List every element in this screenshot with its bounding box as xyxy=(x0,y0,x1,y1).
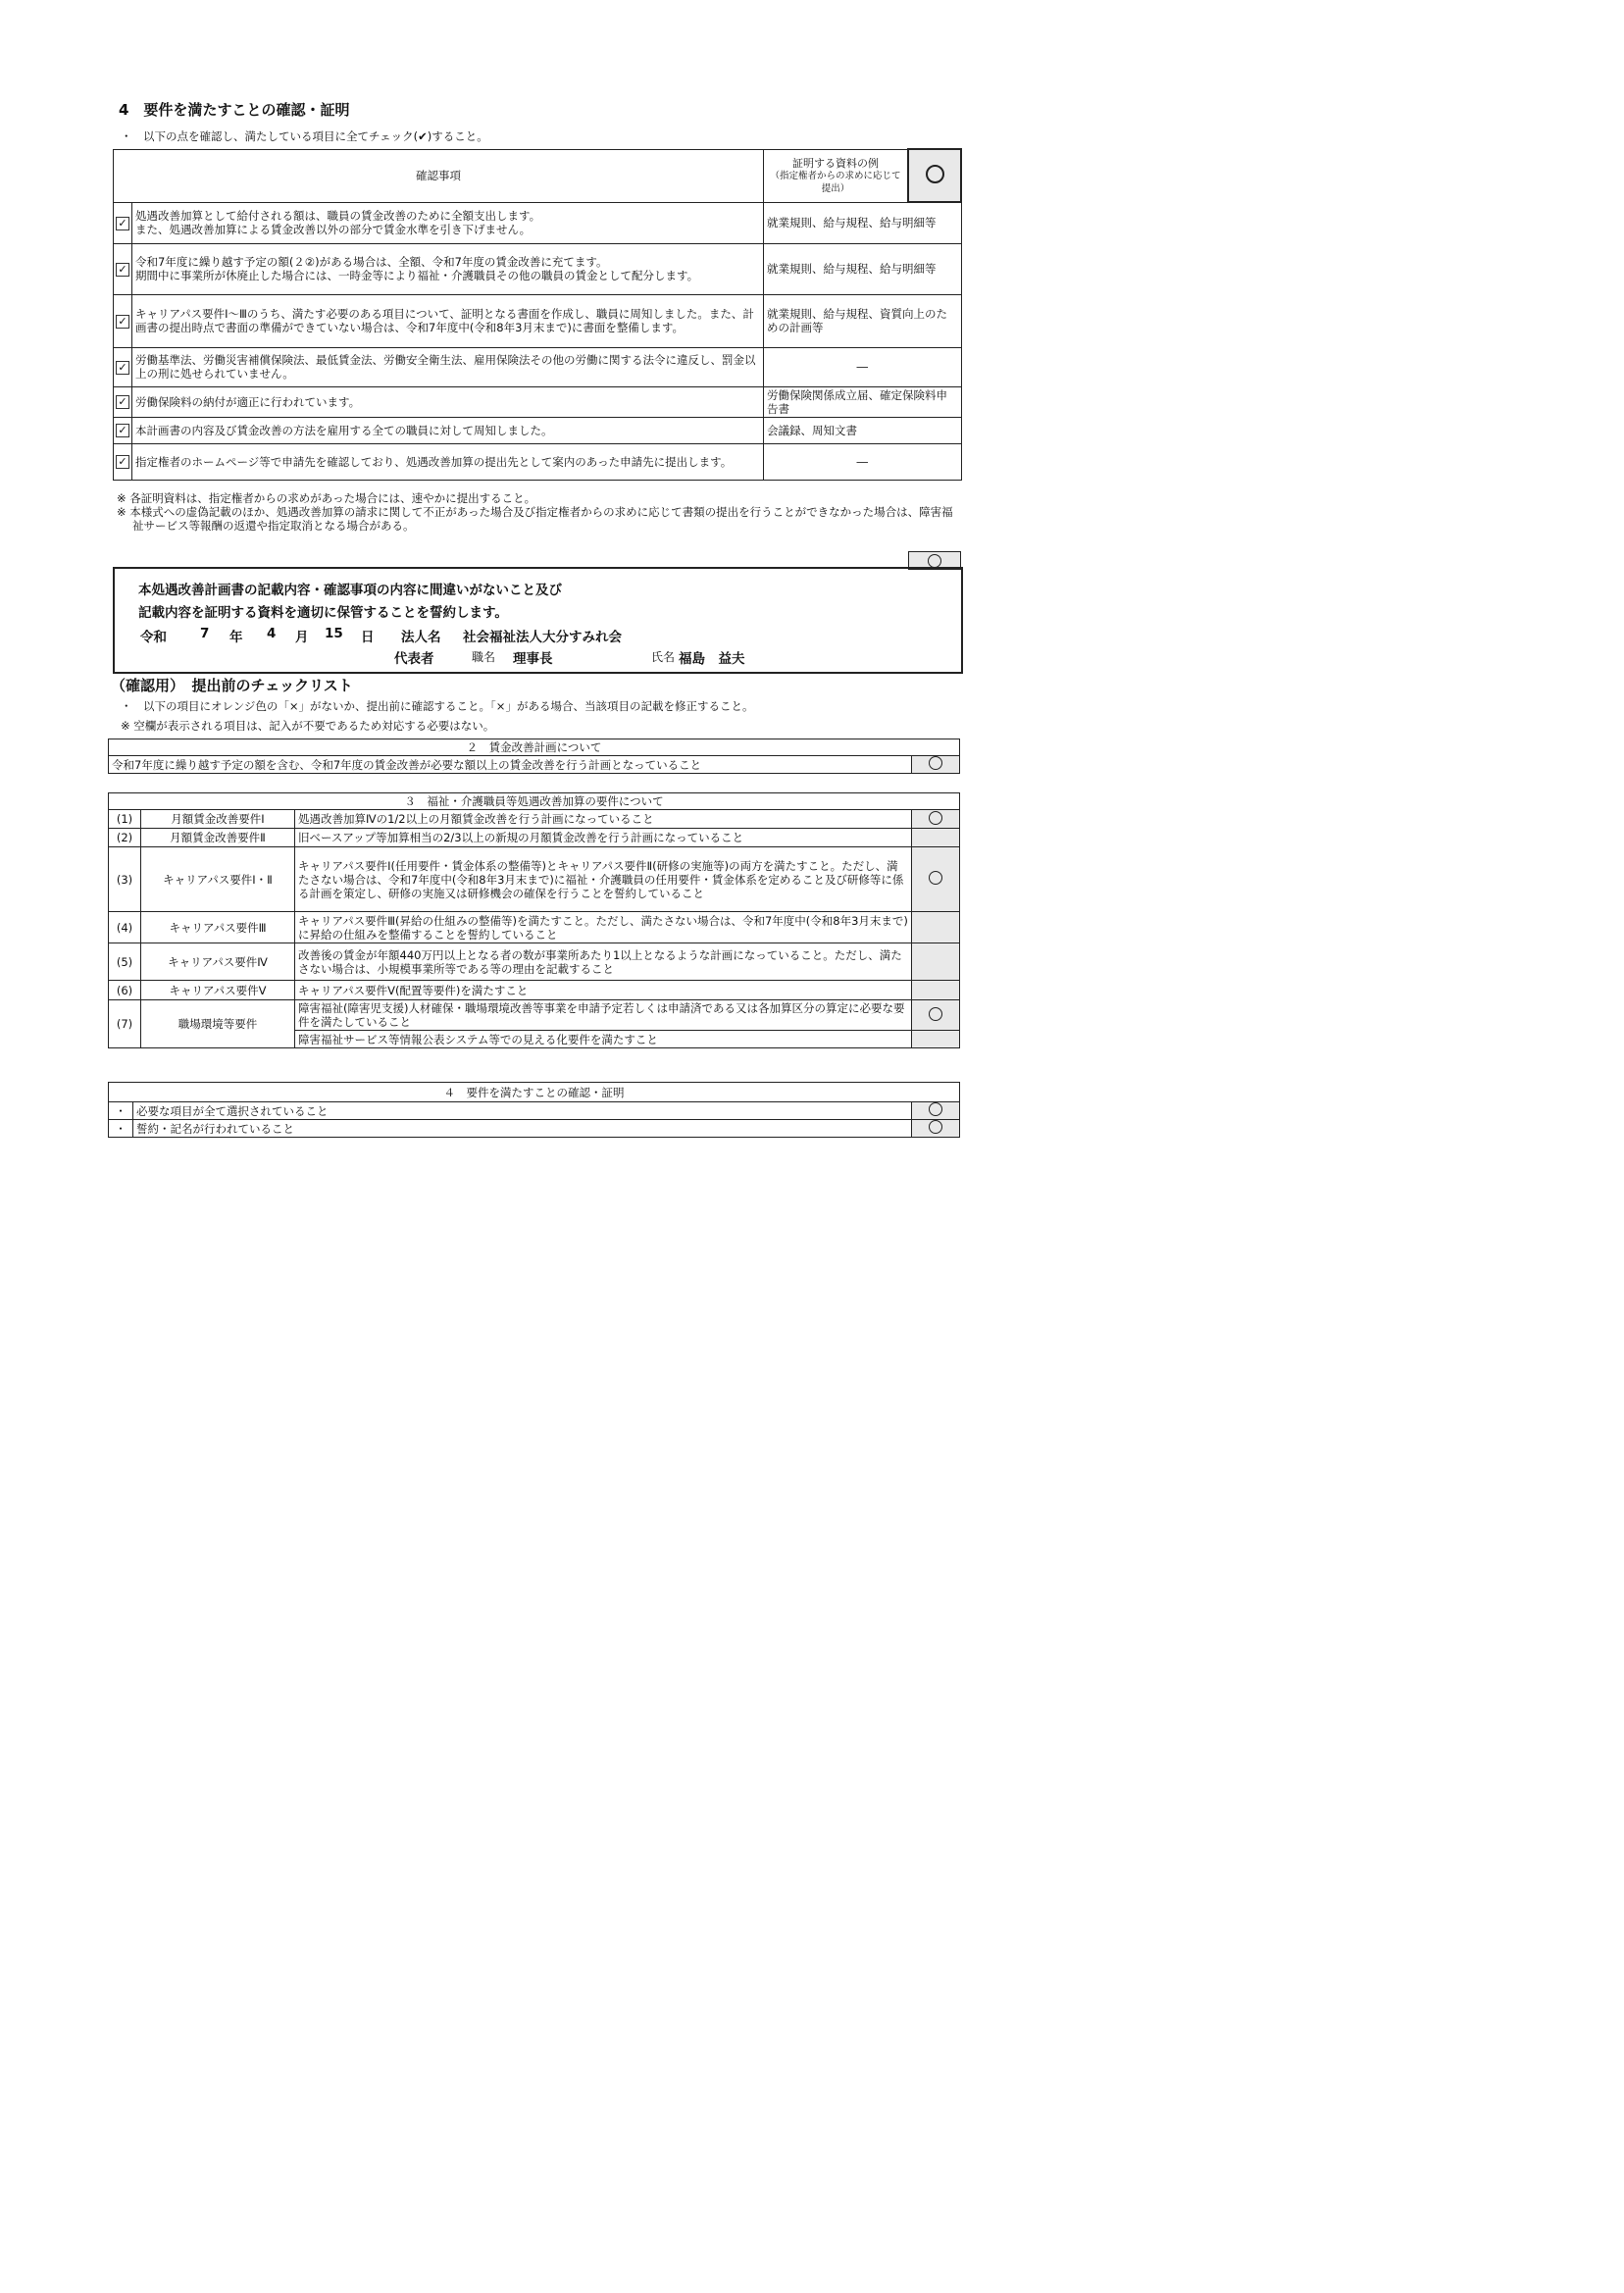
checkbox[interactable]: ✓ xyxy=(116,217,129,230)
row7-check[interactable] xyxy=(114,443,132,480)
row1-docs: 就業規則、給与規程、給与明細等 xyxy=(764,202,962,243)
row7-docs: ― xyxy=(764,443,962,480)
confirmation-table xyxy=(113,148,962,481)
req-desc: 処遇改善加算Ⅳの1/2以上の月額賃金改善を行う計画になっていること xyxy=(295,810,912,829)
section4-instruction-text: 以下の点を確認し、満たしている項目に全てチェック(✔)すること。 xyxy=(143,129,488,143)
section4-instruction: ・ 以下の点を確認し、満たしている項目に全てチェック(✔)すること。 xyxy=(121,129,488,143)
row6-docs: 会議録、周知文書 xyxy=(764,417,962,443)
row3-check[interactable] xyxy=(114,294,132,347)
req-name: 月額賃金改善要件Ⅱ xyxy=(141,829,295,847)
checkbox[interactable]: ✓ xyxy=(116,263,129,277)
oath-title-value: 理事長 xyxy=(513,651,553,667)
checkbox[interactable]: ✓ xyxy=(116,424,129,437)
oath-rep-label: 代表者 xyxy=(394,651,434,667)
row2-check[interactable] xyxy=(114,243,132,294)
oath-day: 15 xyxy=(325,626,343,641)
oath-title-label: 職名 xyxy=(472,650,496,664)
section4-notes xyxy=(117,491,962,533)
req-mark-empty xyxy=(912,981,960,1000)
table2-header: ２ 賃金改善計画について xyxy=(109,739,960,756)
status-circle-icon xyxy=(929,1007,942,1021)
req-name: 月額賃金改善要件Ⅰ xyxy=(141,810,295,829)
oath-corp-name: 社会福祉法人大分すみれ会 xyxy=(463,630,622,645)
checklist-title-text: 提出前のチェックリスト xyxy=(191,677,353,694)
wage-plan-table xyxy=(108,739,960,774)
req-mark-empty xyxy=(912,912,960,943)
checklist-title xyxy=(111,675,353,695)
req-desc: 旧ベースアップ等加算相当の2/3以上の新規の月額賃金改善を行う計画になっていること xyxy=(295,829,912,847)
header-confirm: 確認事項 xyxy=(114,149,764,202)
req-mark xyxy=(912,810,960,829)
checklist-prefix: （確認用） xyxy=(111,677,178,694)
req-desc: 障害福祉(障害児支援)人材確保・職場環境改善等事業を申請予定若しくは申請済である又は各加算区分の算定に必要な要件を満たしていること xyxy=(295,1000,912,1031)
req-desc-7b: 障害福祉サービス等情報公表システム等での見える化要件を満たすこと xyxy=(295,1031,912,1048)
row2-docs: 就業規則、給与規程、給与明細等 xyxy=(764,243,962,294)
req-name: キャリアパス要件Ⅲ xyxy=(141,912,295,943)
req-desc: キャリアパス要件Ⅲ(昇給の仕組みの整備等)を満たすこと。ただし、満たさない場合は、令和7年度中(令和8年3月末まで)に昇給の仕組みを整備することを誓約していること xyxy=(295,912,912,943)
row6-check[interactable] xyxy=(114,417,132,443)
checklist-bullet-1: ・ 以下の項目にオレンジ色の「×」がないか、提出前に確認すること。「×」がある場合、当該項目の記載を修正すること。 xyxy=(121,699,754,713)
row1-check[interactable] xyxy=(114,202,132,243)
table2-row: 令和7年度に繰り越す予定の額を含む、令和7年度の賃金改善が必要な額以上の賃金改善を行う計画となっていること xyxy=(109,756,912,774)
section4-status-cell xyxy=(908,149,961,202)
checklist-bullet-1-text: 以下の項目にオレンジ色の「×」がないか、提出前に確認すること。「×」がある場合、当該項目の記載を修正すること。 xyxy=(143,699,754,713)
status-circle-icon xyxy=(929,1120,942,1134)
req-num: (2) xyxy=(109,829,141,847)
check-text: 誓約・記名が行われていること xyxy=(133,1120,912,1138)
note-2: ※ 本様式への虚偽記載のほか、処遇改善加算の請求に関して不正があった場合及び指定権者からの求めに応じて書類の提出を行うことができなかった場合は、障害福祉サービス等報酬の返還や指定取消となる場合がある。 xyxy=(117,505,953,533)
status-circle-icon xyxy=(929,871,942,885)
req-num: (5) xyxy=(109,943,141,981)
row1-text: 処遇改善加算として給付される額は、職員の賃金改善のために全額支出します。 また、処遇改善加算による賃金改善以外の部分で賃金水準を引き下げません。 xyxy=(132,202,764,243)
checkbox[interactable]: ✓ xyxy=(116,361,129,375)
checkbox[interactable]: ✓ xyxy=(116,315,129,329)
row2-text: 令和7年度に繰り越す予定の額(２②)がある場合は、全額、令和7年度の賃金改善に充てます。 期間中に事業所が休廃止した場合には、一時金等により福祉・介護職員その他の職員の賃金として配分します。 xyxy=(132,243,764,294)
oath-corp-label: 法人名 xyxy=(401,630,441,645)
req-mark-empty xyxy=(912,1031,960,1048)
note-1: ※ 各証明資料は、指定権者からの求めがあった場合には、速やかに提出すること。 xyxy=(117,491,536,505)
table3-header: ３ 福祉・介護職員等処遇改善加算の要件について xyxy=(109,793,960,810)
row7-text: 指定権者のホームページ等で申請先を確認しており、処遇改善加算の提出先として案内のあった申請先に提出します。 xyxy=(132,443,764,480)
status-circle-icon xyxy=(926,165,944,183)
oath-month: 4 xyxy=(267,626,277,641)
oath-year-unit: 年 xyxy=(229,630,243,645)
req-num: (3) xyxy=(109,847,141,912)
row5-text: 労働保険料の納付が適正に行われています。 xyxy=(132,386,764,417)
table2-mark xyxy=(912,756,960,774)
header-docs xyxy=(764,149,909,202)
row5-check[interactable] xyxy=(114,386,132,417)
requirements-table xyxy=(108,792,960,1048)
oath-day-unit: 日 xyxy=(361,630,375,645)
row5-docs: 労働保険関係成立届、確定保険料申告書 xyxy=(764,386,962,417)
req-mark-empty xyxy=(912,943,960,981)
oath-month-unit: 月 xyxy=(295,630,309,645)
req-desc: 改善後の賃金が年額440万円以上となる者の数が事業所あたり1以上となるような計画になっていること。ただし、満たさない場合は、小規模事業所等である等の理由を記載すること xyxy=(295,943,912,981)
oath-line1: 本処遇改善計画書の記載内容・確認事項の内容に間違いがないこと及び xyxy=(138,583,562,598)
oath-line2: 記載内容を証明する資料を適切に保管することを誓約します。 xyxy=(138,605,508,621)
table4-header: ４ 要件を満たすことの確認・証明 xyxy=(109,1083,960,1102)
req-num: (6) xyxy=(109,981,141,1000)
row3-docs: 就業規則、給与規程、資質向上のための計画等 xyxy=(764,294,962,347)
oath-name-value: 福島 益夫 xyxy=(679,651,745,667)
req-desc: キャリアパス要件Ⅴ(配置等要件)を満たすこと xyxy=(295,981,912,1000)
check-mark xyxy=(912,1102,960,1120)
status-circle-icon xyxy=(929,811,942,825)
submission-check-table xyxy=(108,1082,960,1138)
status-circle-icon xyxy=(928,554,941,568)
row4-check[interactable] xyxy=(114,347,132,386)
section4-title: 4 要件を満たすことの確認・証明 xyxy=(119,101,350,119)
oath-box xyxy=(113,567,963,674)
checklist-bullet-2: ※ 空欄が表示される項目は、記入が不要であるため対応する必要はない。 xyxy=(121,719,495,733)
check-bullet: ・ xyxy=(109,1102,133,1120)
req-mark xyxy=(912,847,960,912)
check-bullet: ・ xyxy=(109,1120,133,1138)
req-desc: キャリアパス要件Ⅰ(任用要件・賃金体系の整備等)とキャリアパス要件Ⅱ(研修の実施等)の両方を満たすこと。ただし、満たさない場合は、令和7年度中(令和8年3月末まで)に福祉・介護職員の任用要件・賃金体系を定めること及び研修等に係る計画を策定し、研修の実施又は研修機会の確保を行うことを誓約していること xyxy=(295,847,912,912)
row6-text: 本計画書の内容及び賃金改善の方法を雇用する全ての職員に対して周知しました。 xyxy=(132,417,764,443)
row4-text: 労働基準法、労働災害補償保険法、最低賃金法、労働安全衛生法、雇用保険法その他の労働に関する法令に違反し、罰金以上の刑に処せられていません。 xyxy=(132,347,764,386)
req-num: (4) xyxy=(109,912,141,943)
checkbox[interactable]: ✓ xyxy=(116,395,129,409)
req-mark xyxy=(912,1000,960,1031)
check-mark xyxy=(912,1120,960,1138)
req-num: (7) xyxy=(109,1000,141,1048)
req-name: キャリアパス要件Ⅴ xyxy=(141,981,295,1000)
req-name: キャリアパス要件Ⅰ・Ⅱ xyxy=(141,847,295,912)
status-circle-icon xyxy=(929,756,942,770)
oath-year: 7 xyxy=(200,626,210,641)
req-mark-empty xyxy=(912,829,960,847)
header-docs-note: （指定権者からの求めに応じて提出） xyxy=(770,170,901,194)
row3-text: キャリアパス要件Ⅰ～Ⅲのうち、満たす必要のある項目について、証明となる書面を作成し、職員に周知しました。また、計画書の提出時点で書面の準備ができていない場合は、令和7年度中(令和8年3月末まで)に書面を整備します。 xyxy=(132,294,764,347)
status-circle-icon xyxy=(929,1102,942,1116)
req-name: キャリアパス要件Ⅳ xyxy=(141,943,295,981)
row4-docs: ― xyxy=(764,347,962,386)
checkbox[interactable]: ✓ xyxy=(116,455,129,469)
oath-name-label: 氏名 xyxy=(651,650,676,664)
header-docs-title: 証明する資料の例 xyxy=(792,156,879,170)
req-num: (1) xyxy=(109,810,141,829)
oath-era: 令和 xyxy=(140,630,167,645)
check-text: 必要な項目が全て選択されていること xyxy=(133,1102,912,1120)
req-name: 職場環境等要件 xyxy=(141,1000,295,1048)
